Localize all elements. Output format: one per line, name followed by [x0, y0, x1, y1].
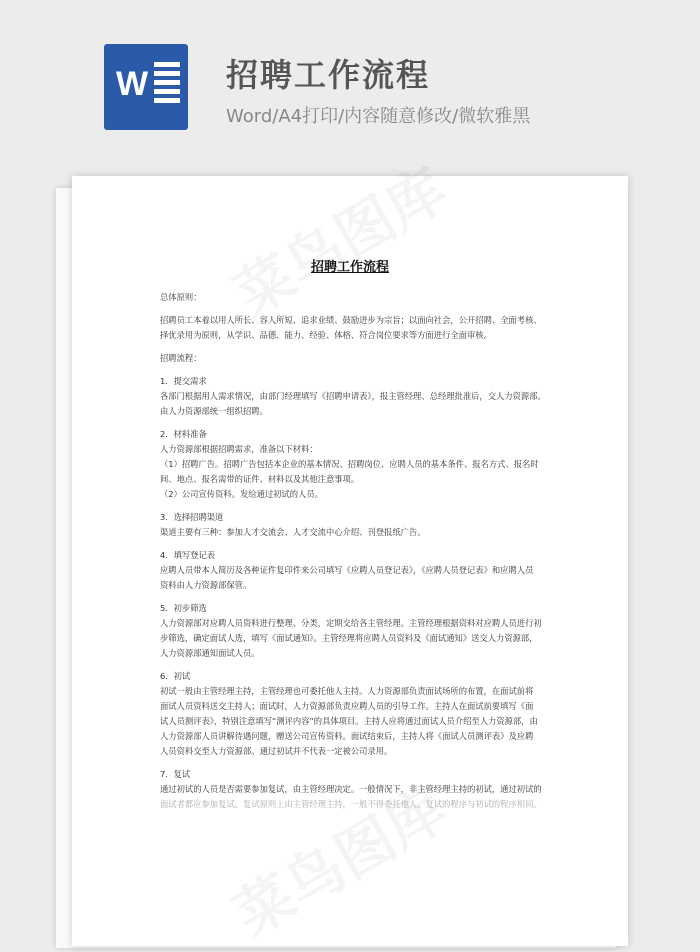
document-line: 2．材料准备 [160, 429, 207, 439]
document-line: 由人力资源部统一组织招聘。 [160, 406, 268, 416]
header-subtitle: Word/A4打印/内容随意修改/微软雅黑 [226, 106, 531, 127]
document-line: 总体原则： [160, 292, 202, 302]
document-line: 人力资源部对应聘人员资料进行整理、分类，定期交给各主管经理。主管经理根据资料对应聘人员进行初 [160, 618, 542, 628]
document-line: 面试者都应参加复试。复试原则上由主管经理主持，一般不得委托他人。复试的程序与初试的程序相同。 [160, 799, 542, 809]
header-title: 招聘工作流程 [226, 56, 431, 94]
document-line: 择优录用为原则，从学识、品德、能力、经验、体格、符合岗位要求等方面进行全面审核。 [160, 330, 492, 340]
document-line: （2）公司宣传资料。发给通过初试的人员。 [160, 489, 323, 499]
word-icon-letter: W [116, 65, 149, 103]
document-line: 招聘流程： [160, 353, 202, 363]
document-line: 5．初步筛选 [160, 603, 207, 613]
document-page [72, 176, 628, 946]
document-line: 资料由人力资源部保管。 [160, 580, 252, 590]
document-line: 4．填写登记表 [160, 550, 216, 560]
paragraph-gap [160, 593, 560, 601]
document-line: 步筛选，确定面试人选，填写《面试通知》。主管经理将应聘人员资料及《面试通知》送交人力资源部， [160, 633, 538, 643]
document-line: 人员资料交至人力资源部。通过初试并不代表一定被公司录用。 [160, 746, 393, 756]
document-line: 面试人员资料送交主持人；面试时，人力资源部负责应聘人员的引导工作。主持人在面试前要填写《面 [160, 701, 534, 711]
paragraph-gap [160, 343, 560, 351]
document-body [160, 290, 560, 812]
paragraph-gap [160, 419, 560, 427]
word-document-icon [104, 44, 188, 130]
document-line: 7．复试 [160, 769, 191, 779]
document-line: 各部门根据用人需求情况，由部门经理填写《招聘申请表》，报主管经理、总经理批准后，交人力资源部。 [160, 391, 546, 401]
header-band [0, 0, 700, 200]
document-line: 人力资源部根据招聘需求，准备以下材料： [160, 444, 318, 454]
document-line: 3．选择招聘渠道 [160, 512, 224, 522]
paragraph-gap [160, 540, 560, 548]
paragraph-gap [160, 305, 560, 313]
document-line: 招聘员工本着以用人所长、容人所短、追求业绩、鼓励进步为宗旨；以面向社会，公开招聘、全面考核、 [160, 315, 542, 325]
document-line: 应聘人员带本人简历及各种证件复印件来公司填写《应聘人员登记表》，《应聘人员登记表》和应聘人员 [160, 565, 534, 575]
document-line: 初试一般由主管经理主持，主管经理也可委托他人主持。人力资源部负责面试场所的布置，在面试前将 [160, 686, 534, 696]
word-icon-lines [154, 62, 180, 107]
paragraph-gap [160, 759, 560, 767]
document-line: 间、地点、报名需带的证件、材料以及其他注意事项。 [160, 474, 360, 484]
paragraph-gap [160, 502, 560, 510]
paragraph-gap [160, 366, 560, 374]
document-line: 6．初试 [160, 671, 191, 681]
document-line: 人力资源部人员讲解待遇问题，赠送公司宣传资料。面试结束后，主持人将《面试人员测评表》及应聘 [160, 731, 534, 741]
document-title: 招聘工作流程 [310, 260, 389, 275]
paragraph-gap [160, 661, 560, 669]
document-line: 通过初试的人员是否需要参加复试，由主管经理决定。一般情况下，非主管经理主持的初试，通过初试的 [160, 784, 542, 794]
document-line: 人力资源部通知面试人员。 [160, 648, 260, 658]
document-line: 渠道主要有三种：参加人才交流会、人才交流中心介绍、刊登报纸广告。 [160, 527, 426, 537]
document-line: （1）招聘广告。招聘广告包括本企业的基本情况、招聘岗位、应聘人员的基本条件、报名方式、报名时 [160, 459, 539, 469]
document-line: 1．提交需求 [160, 376, 207, 386]
document-line: 试人员测评表》，特别注意填写“测评内容”的具体项目。主持人应将通过面试人员介绍至人力资源部，由 [160, 716, 538, 726]
